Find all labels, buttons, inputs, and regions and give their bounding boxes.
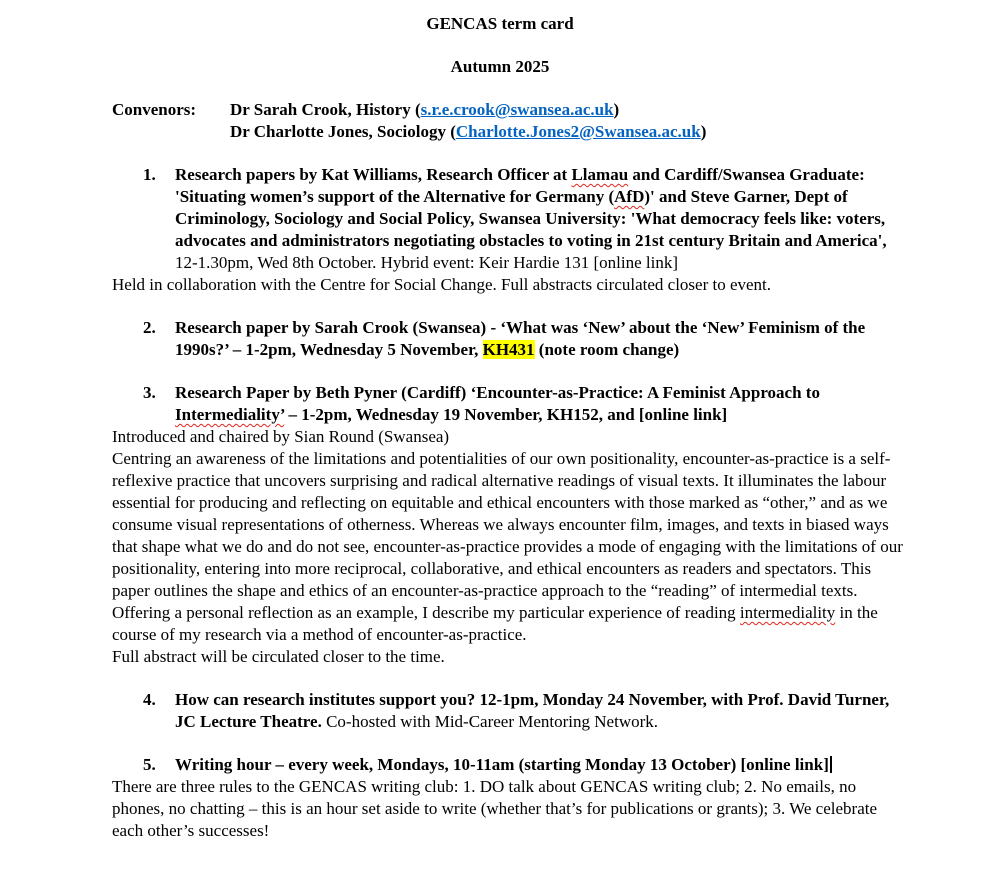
item-3-title-text: Research Paper by Beth Pyner (Cardiff) ‘Encounter-as-Practice: A Feminist Approach to bbox=[175, 383, 820, 402]
convenor-1-text: Dr Sarah Crook, History ( bbox=[230, 100, 421, 119]
item-1-details: 12-1.30pm, Wed 8th October. Hybrid event: Keir Hardie 131 [online link] bbox=[175, 253, 679, 272]
item-4-details: Co-hosted with Mid-Career Mentoring Network. bbox=[321, 712, 659, 731]
item-1-number: 1. bbox=[143, 165, 156, 184]
convenor-line-2 bbox=[230, 121, 912, 143]
misspelled-word-intermediality-abstract: intermediality bbox=[739, 603, 836, 622]
abstract-text-2: in the course of my research via a method of encounter-as-practice. bbox=[112, 603, 878, 644]
convenor-1-email-link[interactable]: s.r.e.crook@swansea.ac.uk bbox=[420, 100, 614, 119]
item-3-abstract bbox=[112, 448, 912, 646]
item-5-number: 5. bbox=[143, 755, 156, 774]
misspelled-word-afd: AfD bbox=[614, 187, 645, 206]
misspelled-word-intermediality-title: Intermediality’ bbox=[175, 405, 285, 424]
doc-subtitle: Autumn 2025 bbox=[450, 57, 550, 76]
item-3-chair-line: Introduced and chaired by Sian Round (Swansea) bbox=[112, 427, 450, 446]
item-2-number: 2. bbox=[143, 318, 156, 337]
item-1-title-text: Research papers by Kat Williams, Research Officer at bbox=[175, 165, 572, 184]
item-4-number: 4. bbox=[143, 690, 156, 709]
abstract-text: Centring an awareness of the limitations and potentialities of our own positionality, encounter-as-practice is a self-reflexive practice that uncovers surprising and radical alternative readings of visual texts. It illuminates the labour essential for producing and reflecting on equitable and ethical encounters with those marked as “other,” and as we consume visual representations of otherness. Whereas we always encounter film, images, and texts in biased ways that shape what we do and do not see, encounter-as-practice provides a mode of engaging with the limitations of our positionality, entering into more reciprocal, collaborative, and ethical encounters as readers and spectators. This paper outlines the shape and ethics of an encounter-as-practice approach to the “reading” of intermedial texts. Offering a personal reflection as an example, I describe my particular experience of reading bbox=[112, 449, 903, 622]
item-4-body bbox=[175, 689, 912, 733]
doc-title: GENCAS term card bbox=[426, 14, 574, 33]
convenors-block bbox=[112, 99, 912, 143]
convenor-1-close-paren: ) bbox=[613, 100, 620, 119]
list-item-4 bbox=[112, 689, 912, 733]
text-cursor bbox=[830, 756, 832, 773]
item-3-title-text-2: – 1-2pm, Wednesday 19 November, KH152, and [online link] bbox=[284, 405, 728, 424]
document-header bbox=[0, 13, 1000, 78]
item-5-note: There are three rules to the GENCAS writing club: 1. DO talk about GENCAS writing club; 2. No emails, no phones, no chatting – this is an hour set aside to write (whether that’s for publications or grants); 3. We celebrate each other’s successes! bbox=[112, 777, 878, 840]
convenor-line-1 bbox=[230, 99, 912, 121]
misspelled-word-llamau: Llamau bbox=[571, 165, 629, 184]
list-item-2 bbox=[112, 317, 912, 361]
item-2-title-text: Research paper by Sarah Crook (Swansea) - ‘What was ‘New’ about the ‘New’ Feminism of the 1990s?’ – 1-2pm, Wednesday 5 November, bbox=[175, 318, 866, 359]
list-item-5 bbox=[112, 754, 912, 776]
item-3-body bbox=[175, 382, 912, 426]
convenor-2-text: Dr Charlotte Jones, Sociology ( bbox=[230, 122, 456, 141]
list-item-3 bbox=[112, 382, 912, 426]
item-2-title-text-2: (note room change) bbox=[534, 340, 680, 359]
item-4-title-text: How can research institutes support you? 12-1pm, Monday 24 November, with Prof. David Turner, JC Lecture Theatre. bbox=[175, 690, 890, 731]
item-3-number: 3. bbox=[143, 383, 156, 402]
highlighted-room-code: KH431 bbox=[482, 340, 535, 359]
item-2-body bbox=[175, 317, 912, 361]
item-5-body bbox=[175, 754, 912, 776]
item-1-title-text-2: and Cardiff/Swansea Graduate: 'Situating women’s support of the Alternative for Germany ( bbox=[175, 165, 865, 206]
item-3-abstract-note: Full abstract will be circulated closer to the time. bbox=[112, 647, 445, 666]
document-body bbox=[0, 99, 1000, 842]
convenor-2-close-paren: ) bbox=[700, 122, 707, 141]
item-1-title-text-3: )' and Steve Garner, Dept of Criminology, Sociology and Social Policy, Swansea University: 'What democracy feels like: voters, advocates and administrators negotiating obstacles to voting in 21st century Britain and America', bbox=[175, 187, 887, 250]
convenors-label: Convenors: bbox=[112, 100, 197, 119]
item-5-title-text: Writing hour – every week, Mondays, 10-11am (starting Monday 13 October) [online link] bbox=[175, 755, 829, 774]
convenor-2-email-link[interactable]: Charlotte.Jones2@Swansea.ac.uk bbox=[455, 122, 701, 141]
item-1-body bbox=[175, 164, 912, 274]
convenors-lines bbox=[230, 99, 912, 143]
item-1-note: Held in collaboration with the Centre for Social Change. Full abstracts circulated closer to event. bbox=[112, 275, 772, 294]
list-item-1 bbox=[112, 164, 912, 274]
